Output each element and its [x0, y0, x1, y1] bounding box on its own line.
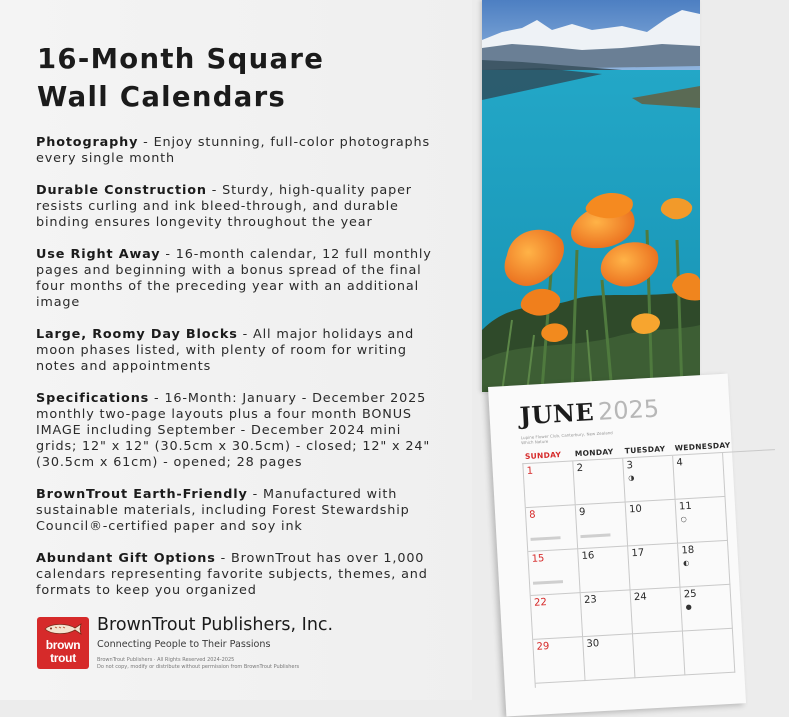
feature-title: Abundant Gift Options [36, 551, 216, 566]
day-cell [678, 541, 730, 588]
landscape-image [482, 0, 700, 392]
copyright-notice: Do not copy, modify or distribute without permission from BrownTrout Publishers [97, 664, 300, 670]
moon-phase-icon: ◑ [628, 473, 635, 483]
holiday-note [533, 580, 563, 585]
day-cell [533, 637, 585, 684]
trout-icon [43, 621, 83, 637]
day-number: 16 [581, 550, 595, 563]
title-line-2: Wall Calendars [37, 81, 287, 113]
dayname-wednesday: WEDNESDAY [674, 440, 731, 453]
feature-title: Large, Roomy Day Blocks [36, 327, 238, 342]
feature-title: Specifications [36, 391, 150, 406]
feature-text: - Manufactured with sustainable materials, including Forest Stewardship Council®-certified paper and soy ink [36, 487, 410, 534]
moon-phase-icon: ○ [680, 515, 688, 524]
day-number: 18 [681, 544, 695, 557]
calendar-page [488, 374, 746, 717]
feature-item [36, 551, 436, 599]
photo-caption [521, 430, 613, 445]
moon-phase-icon: ◐ [682, 559, 690, 568]
day-number: 1 [526, 465, 534, 477]
day-number: 17 [631, 547, 645, 560]
title-line-1: 16-Month Square [37, 43, 325, 75]
feature-title: Durable Construction [36, 183, 207, 198]
publisher-tagline: Connecting People to Their Passions [97, 639, 271, 650]
day-cell [631, 588, 683, 635]
caption-line-2: Which Nature [521, 438, 549, 446]
day-cell [628, 544, 680, 591]
holiday-note [530, 536, 560, 541]
month-year: 2025 [597, 394, 660, 426]
day-number: 25 [683, 588, 697, 601]
day-number: 9 [578, 506, 586, 519]
day-cell [673, 453, 725, 500]
browntrout-logo [37, 617, 89, 669]
day-number: 24 [633, 591, 648, 604]
logo-text-brown: brown [45, 638, 81, 652]
feature-item [36, 327, 436, 375]
feature-text: - 16-month calendar, 12 full monthly pages and beginning with a bonus spread of the final four months of the preceding year with an additional image [36, 247, 432, 310]
day-cell [576, 502, 628, 549]
dayname-monday: MONDAY [574, 447, 614, 459]
feature-item [36, 135, 436, 167]
feature-title: BrownTrout Earth-Friendly [36, 487, 248, 502]
feature-title: Photography [36, 135, 139, 150]
calendar-grid [522, 449, 787, 688]
feature-item [36, 247, 436, 311]
feature-text: - Enjoy stunning, full-color photographs every single month [36, 135, 430, 166]
day-cell [528, 549, 580, 596]
day-cell [578, 546, 630, 593]
feature-text: - BrownTrout has over 1,000 calendars representing favorite subjects, themes, and formats to keep you organized [36, 551, 428, 598]
day-number: 29 [536, 640, 550, 653]
logo-text-trout: trout [50, 651, 76, 665]
day-cell [623, 456, 675, 503]
day-number: 8 [528, 509, 536, 521]
publisher-name: BrownTrout Publishers, Inc. [97, 615, 334, 635]
day-number: 15 [531, 553, 545, 565]
copyright-line: BrownTrout Publishers · All Rights Reserved 2024-2025 [97, 657, 235, 663]
caption-line-1: Lupine Flower Club, Canterbury, New Zealand [520, 430, 613, 441]
calendar-photo [482, 0, 700, 392]
month-heading [519, 394, 660, 431]
page-title [37, 40, 457, 116]
day-number: 4 [676, 457, 684, 469]
day-number: 22 [533, 597, 548, 609]
day-cell [676, 497, 728, 544]
feature-item [36, 391, 436, 471]
day-cell [523, 461, 575, 508]
day-cell [531, 593, 583, 640]
day-cell [680, 585, 732, 632]
feature-text: - All major holidays and moon phases listed, with plenty of room for writing notes and appointments [36, 327, 415, 374]
day-cell [633, 631, 685, 678]
moon-phase-icon: ● [685, 602, 692, 612]
feature-text: - 16-Month: January - December 2025 monthly two-page layouts plus a four month BONUS IMAGE including September - December 2024 mini grids; 12" x 12" (30.5cm x 30.5cm) - closed; 12" x 24" (30.5cm x 61cm) - opened; 28 pages [36, 391, 431, 470]
holiday-note [580, 533, 610, 538]
feature-list [36, 135, 436, 615]
day-cell [573, 459, 625, 506]
day-cell [526, 505, 578, 552]
feature-item [36, 487, 436, 535]
day-number: 2 [576, 462, 584, 475]
feature-title: Use Right Away [36, 247, 161, 262]
day-number: 11 [678, 500, 693, 513]
day-cell [581, 590, 633, 637]
day-number: 30 [586, 638, 600, 650]
day-number: 3 [626, 460, 634, 472]
dayname-sunday: SUNDAY [524, 450, 562, 462]
feature-text: - Sturdy, high-quality paper resists curling and ink bleed-through, and durable binding ensures longevity throughout the year [36, 183, 412, 230]
day-cell [626, 500, 678, 547]
month-name: JUNE [518, 397, 595, 431]
day-cell [683, 629, 735, 676]
day-number: 10 [628, 503, 643, 516]
dayname-tuesday: TUESDAY [624, 444, 666, 456]
day-number: 23 [583, 594, 598, 606]
publisher-block [37, 617, 457, 677]
day-cell [583, 634, 635, 681]
feature-item [36, 183, 436, 231]
